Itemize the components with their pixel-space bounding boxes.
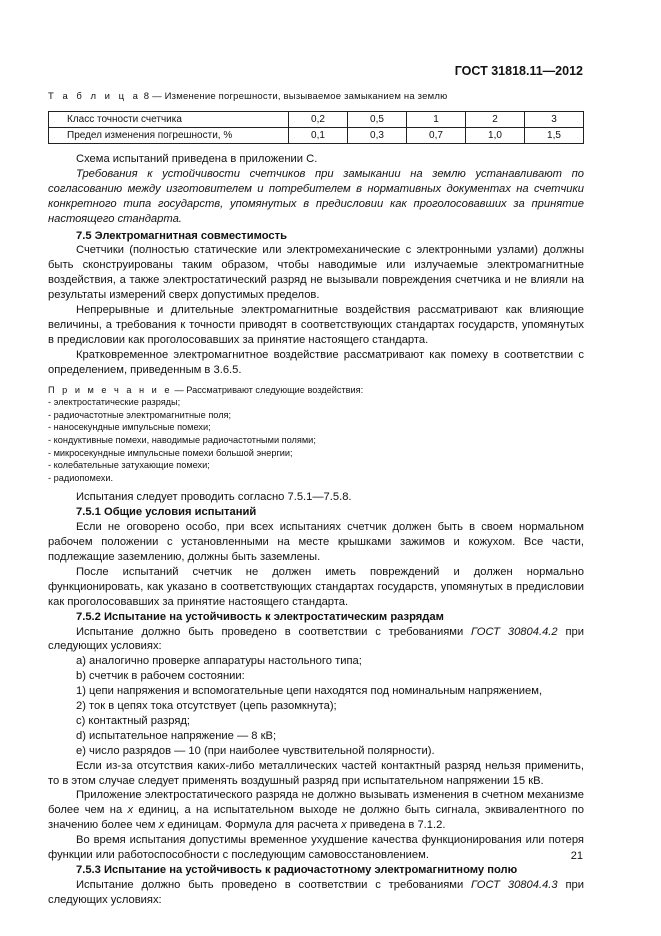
table-cell: 0,1	[289, 128, 348, 144]
section-heading-7-5: 7.5 Электромагнитная совместимость	[76, 229, 287, 242]
text-run: Испытание должно быть проведено в соответствии с требованиями	[76, 625, 472, 638]
text-run: единиц, а на испытательном выходе не должно быть сигнала, эквивалентного по значению более чем	[48, 804, 584, 832]
text-run: при следующих условиях:	[48, 878, 584, 906]
note-item: - электростатические разряды;	[48, 397, 181, 408]
list-item: d) испытательное напряжение — 8 кВ;	[76, 729, 277, 742]
section-heading-7-5-2: 7.5.2 Испытание на устойчивость к электростатическим разрядам	[76, 610, 444, 623]
table-cell: 3	[525, 112, 584, 128]
paragraph: Непрерывные и длительные электромагнитные воздействия рассматривают как влияющие величины, а требования к точности приводят в соответствующих стандартах государств, упомянутых в предисловии как проголосовавших за принятие настоящего стандарта.	[48, 304, 584, 346]
page-number: 21	[570, 850, 583, 862]
list-item: e) число разрядов — 10 (при наиболее чувствительной полярности).	[76, 744, 435, 757]
paragraph: Если из-за отсутствия каких-либо металлических частей контактный разряд нельзя применить, то в этом случае следует применять воздушный разряд при испытательном напряжении 15 кВ.	[48, 759, 584, 787]
paragraph: Схема испытаний приведена в приложении С.	[76, 153, 318, 165]
table-cell: 2	[466, 112, 525, 128]
paragraph: Требования к устойчивости счетчиков при замыкании на землю устанавливают по согласованию между изготовителем и потребителем в нормативных документах на счетчики конкретного типа государств, упомянутых в предисловии как проголосовавших за принятие настоящего стандарта.	[48, 167, 584, 225]
note-item: - кондуктивные помехи, наводимые радиочастотными полями;	[48, 434, 316, 445]
note-item: - наносекундные импульсные помехи;	[48, 422, 211, 433]
section-heading-7-5-1: 7.5.1 Общие условия испытаний	[76, 506, 257, 519]
list-item: a) аналогично проверке аппаратуры настольного типа;	[76, 655, 362, 668]
table-cell: 0,7	[407, 128, 466, 144]
paragraph: Испытания следует проводить согласно 7.5.1—7.5.8.	[76, 491, 352, 504]
section-heading-7-5-3: 7.5.3 Испытание на устойчивость к радиочастотному электромагнитному полю	[76, 864, 518, 876]
table-cell: 0,3	[348, 128, 407, 144]
paragraph	[48, 788, 584, 833]
note-item: - радиопомехи.	[48, 472, 114, 483]
note-item: - микросекундные импульсные помехи большой энергии;	[48, 447, 293, 458]
list-item: c) контактный разряд;	[76, 714, 191, 727]
paragraph: Кратковременное электромагнитное воздействие рассматривают как помеху в соответствии с определением, приведенным в 3.6.5.	[48, 348, 584, 376]
variable-x: x	[341, 819, 347, 832]
error-change-table	[48, 111, 584, 144]
table-cell: 1,5	[525, 128, 584, 144]
conditions-list	[48, 654, 584, 758]
list-item: 2) ток в цепях тока отсутствует (цепь разомкнута);	[76, 700, 337, 713]
note-item: - радиочастотные электромагнитные поля;	[48, 409, 232, 420]
table-cell: 0,2	[289, 112, 348, 128]
paragraph: Если не оговорено особо, при всех испытаниях счетчик должен быть в своем нормальном рабочем положении с установленными на месте крышками зажимов и кожухом. Все части, подлежащие заземлению, должны быть заземлены.	[48, 521, 584, 563]
paragraph: Во время испытания допустимы временное ухудшение качества функционирования или потеря функции или работоспособности с последующим самовосстановлением.	[48, 834, 584, 862]
table-row	[49, 112, 584, 128]
note-item: - колебательные затухающие помехи;	[48, 460, 210, 471]
table-cell: 0,5	[348, 112, 407, 128]
table-row	[49, 128, 584, 144]
note-prefix: П р и м е ч а н и е	[48, 384, 172, 395]
note-block	[48, 384, 584, 485]
list-item: 1) цепи напряжения и вспомогательные цепи находятся под номинальным напряжением,	[76, 685, 543, 698]
variable-x: x	[127, 804, 134, 817]
table-caption-prefix: Т а б л и ц а	[48, 91, 141, 102]
text-run: при следующих условиях:	[48, 625, 584, 653]
standard-reference: ГОСТ 30804.4.2	[471, 625, 558, 638]
standard-reference: ГОСТ 30804.4.3	[471, 878, 558, 891]
table-row-label: Предел изменения погрешности, %	[49, 128, 289, 144]
list-item: b) счетчик в рабочем состоянии:	[76, 670, 245, 683]
table-cell: 1,0	[466, 128, 525, 144]
table-cell: 1	[407, 112, 466, 128]
paragraph: Счетчики (полностью статические или электромеханические с электронными узлами) должны быть сконструированы таким образом, чтобы наводимые или излучаемые электромагнитные воздействия, а также электростатический разряд не вызывали повреждения счетчика и не влияли на результаты измерений сверх допустимых пределов.	[48, 244, 584, 302]
text-run: единицам. Формула для расчета	[164, 819, 342, 832]
main-text	[48, 152, 584, 908]
note-text: — Рассматривают следующие воздействия:	[174, 384, 364, 395]
paragraph: После испытаний счетчик не должен иметь повреждений и должен нормально функционировать, как указано в соответствующих стандартах государств, упомянутых в предисловии как проголосовавших за принятие настоящего стандарта.	[48, 565, 584, 608]
paragraph	[48, 625, 584, 655]
document-id-header: ГОСТ 31818.11—2012	[454, 64, 583, 78]
note-heading	[48, 384, 584, 397]
text-run: Испытание должно быть проведено в соответствии с требованиями	[76, 878, 472, 891]
text-run: приведена в 7.1.2.	[346, 819, 446, 832]
variable-x: x	[158, 819, 165, 832]
table-row-label: Класс точности счетчика	[49, 112, 289, 128]
text-run: Приложение электростатического разряда не должно вызывать изменения в счетном механизме более чем на	[48, 789, 584, 817]
table-caption	[48, 91, 447, 102]
table-caption-text: 8 — Изменение погрешности, вызываемое замыканием на землю	[143, 91, 448, 102]
paragraph	[48, 878, 584, 908]
